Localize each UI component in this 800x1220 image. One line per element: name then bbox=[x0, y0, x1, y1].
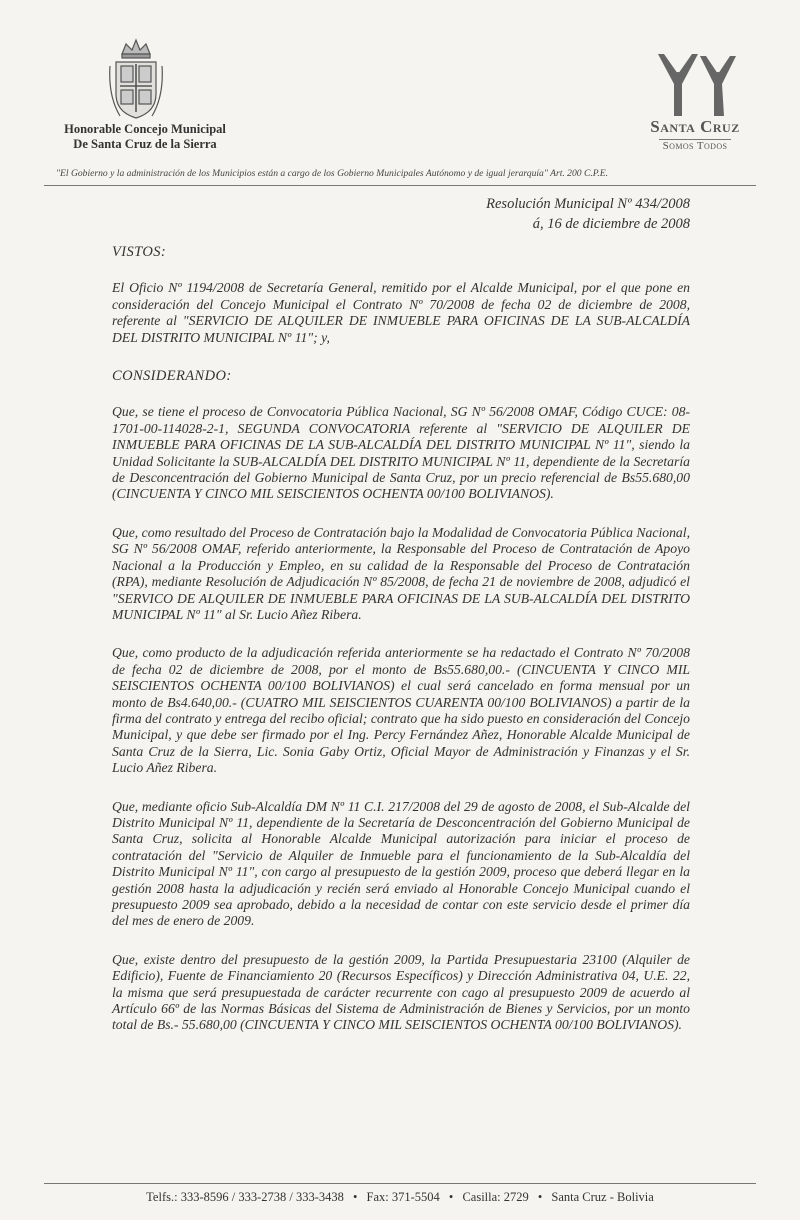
footer-separator: • bbox=[353, 1190, 358, 1204]
considerando-paragraph-5: Que, existe dentro del presupuesto de la gestión 2009, la Partida Presupuestaria 23100 (Alquiler de Edificio), Fuente de Financiamiento 20 (Recursos Específicos) y Dirección Administrativa 04, U.E. 22, la misma que será presupuestada de carácter recurrente con cago al presupuesto 2009 de acuerdo al Artículo 66º de las Normas Básicas del Sistema de Administración de Bienes y Servicios, por un monto total de Bs.- 55.680,00 (CINCUENTA Y CINCO MIL SEISCIENTOS OCHENTA 00/100 BOLIVIANOS). bbox=[112, 951, 690, 1033]
coat-of-arms-icon bbox=[108, 36, 164, 122]
footer-contact bbox=[0, 1190, 800, 1205]
resolution-heading bbox=[486, 194, 690, 234]
vistos-paragraph: El Oficio Nº 1194/2008 de Secretaría General, remitido por el Alcalde Municipal, por el que pone en consideración del Concejo Municipal el Contrato Nº 70/2008 de fecha 02 de diciembre de 2008, referente al "SERVICIO DE ALQUILER DE INMUEBLE PARA OFICINAS DE LA SUB-ALCALDÍA DEL DISTRITO MUNICIPAL Nº 11"; y, bbox=[112, 280, 690, 345]
santa-cruz-logo-text bbox=[600, 118, 790, 154]
footer-divider bbox=[44, 1183, 756, 1184]
logo-title: Santa Cruz bbox=[650, 117, 740, 136]
header-divider bbox=[44, 185, 756, 186]
footer-separator: • bbox=[448, 1190, 454, 1204]
logo-subtitle: Somos Todos bbox=[659, 139, 732, 152]
organization-name bbox=[40, 122, 250, 152]
constitution-quote: "El Gobierno y la administración de los Municipios están a cargo de los Gobierno Municipales Autónomo y de igual jerarquía" Art. 200 C.P.E. bbox=[56, 168, 609, 179]
vistos-heading: VISTOS: bbox=[112, 244, 167, 260]
organization-line-1: Honorable Concejo Municipal bbox=[64, 122, 226, 136]
considerando-paragraph-3: Que, como producto de la adjudicación referida anteriormente se ha redactado el Contrato Nº 70/2008 de fecha 02 de diciembre de 2008, por el monto de Bs55.680,00.- (CINCUENTA Y CINCO MIL SEISCIENTOS OCHENTA 00/100 BOLIVIANOS) el cual será cancelado en forma mensual por un monto de Bs4.640,00.- (CUATRO MIL SEISCIENTOS CUARENTA 00/100 BOLIVIANOS) a partir de la firma del contrato y entrega del recibo oficial; contrato que ha sido puesto en consideración del Concejo Municipal, y que debe ser firmado por el Ing. Percy Fernández Añez, Honorable Alcalde Municipal de Santa Cruz de la Sierra, Lic. Sonia Gaby Ortiz, Oficial Mayor de Administración y Finanzas y el Sr. Lucio Añez Ribera. bbox=[112, 645, 690, 776]
santa-cruz-logo-icon bbox=[648, 52, 748, 122]
footer-casilla: Casilla: 2729 bbox=[462, 1190, 529, 1204]
footer-phones: Telfs.: 333-8596 / 333-2738 / 333-3438 bbox=[146, 1190, 344, 1204]
organization-line-2: De Santa Cruz de la Sierra bbox=[73, 137, 217, 151]
considerando-paragraph-4: Que, mediante oficio Sub-Alcaldía DM Nº 11 C.I. 217/2008 del 29 de agosto de 2008, el Sub-Alcalde del Distrito Municipal Nº 11, dependiente de la Secretaría de Desconcentración del Gobierno Municipal de Santa Cruz, solicita al Honorable Alcalde Municipal autorización para iniciar el proceso de contratación del "Servicio de Alquiler de Inmueble para el funcionamiento de la Sub-Alcaldía del Distrito Municipal Nº 11", con cargo al presupuesto de la gestión 2009, proceso que deberá llegar en la gestión 2008 hasta la adjudicación y recién será enviado al Honorable Concejo Municipal cuando el presupuesto 2009 sea aprobado, debido a la necesidad de contar con este servicio desde el primer día del mes de enero de 2009. bbox=[112, 798, 690, 929]
resolution-number: Resolución Municipal Nº 434/2008 bbox=[486, 196, 690, 212]
footer-separator: • bbox=[537, 1190, 543, 1204]
footer-city: Santa Cruz - Bolivia bbox=[551, 1190, 654, 1204]
considerando-heading: CONSIDERANDO: bbox=[112, 368, 232, 385]
considerando-paragraph-1: Que, se tiene el proceso de Convocatoria Pública Nacional, SG Nº 56/2008 OMAF, Código CUCE: 08-1701-00-114028-2-1, SEGUNDA CONVOCATORIA referente al "SERVICIO DE ALQUILER DE INMUEBLE PARA OFICINAS DE LA SUB-ALCALDÍA DEL DISTRITO MUNICIPAL Nº 11", siendo la Unidad Solicitante la SUB-ALCALDÍA DEL DISTRITO MUNICIPAL Nº 11, dependiente de la Secretaría de Desconcentración del Gobierno Municipal de Santa Cruz, por un precio referencial de Bs55.680,00 (CINCUENTA Y CINCO MIL SEISCIENTOS OCHENTA 00/100 BOLIVIANOS). bbox=[112, 404, 690, 502]
considerando-paragraph-2: Que, como resultado del Proceso de Contratación bajo la Modalidad de Convocatoria Pública Nacional, SG Nº 56/2008 OMAF, referido anteriormente, la Responsable del Proceso de Contratación de Apoyo Nacional a la Producción y Empleo, en su calidad de la Responsable del Proceso de Contratación (RPA), mediante Resolución de Adjudicación Nº 85/2008, de fecha 21 de noviembre de 2008, adjudicó el "SERVICO DE ALQUILER DE INMUEBLE PARA OFICINAS DE LA SUB-ALCALDÍA DEL DISTRITO MUNICIPAL Nº 11" al Sr. Lucio Añez Ribera. bbox=[112, 524, 690, 622]
resolution-date: á, 16 de diciembre de 2008 bbox=[532, 216, 690, 232]
footer-fax: Fax: 371-5504 bbox=[366, 1190, 440, 1204]
document-body bbox=[112, 244, 690, 1034]
